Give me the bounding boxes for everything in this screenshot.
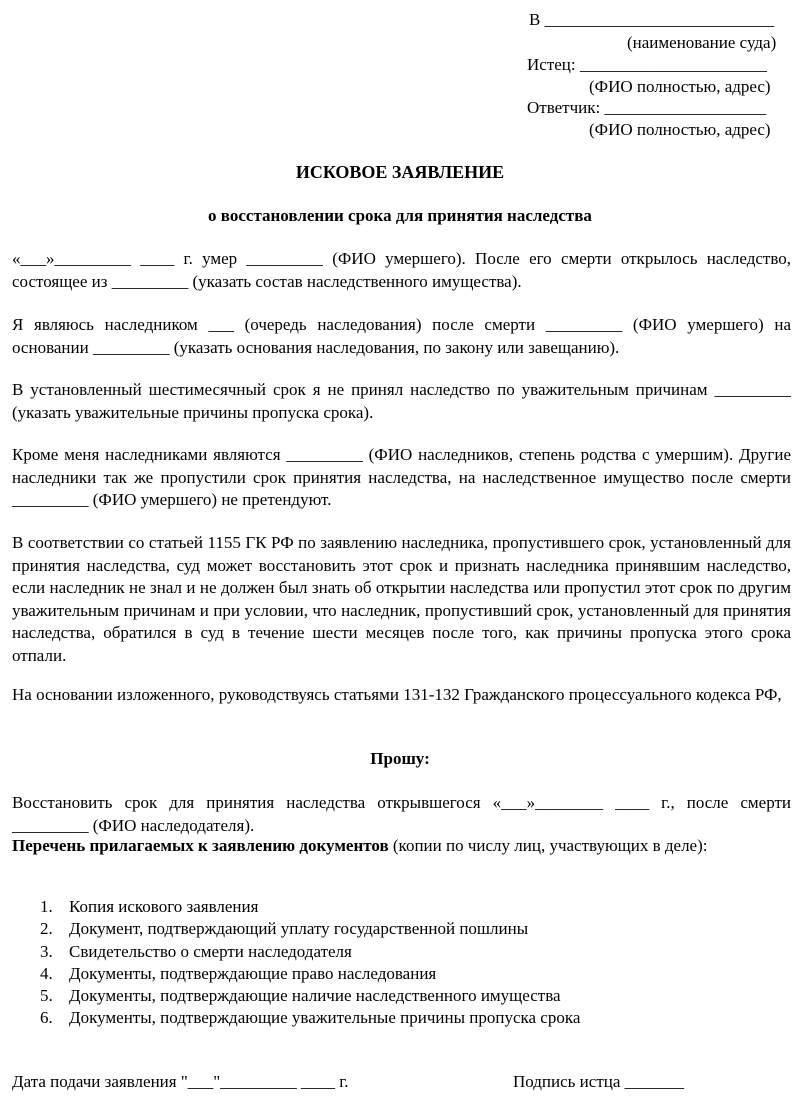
attachments-heading-rest: (копии по числу лиц, участвующих в деле): [388, 836, 708, 855]
list-item-number: 6. [40, 1008, 53, 1028]
list-item-text: Документы, подтверждающие наличие наследственного имущества [69, 986, 561, 1006]
list-item [12, 985, 791, 1007]
paragraph-other-heirs: Кроме меня наследниками являются _________ (ФИО наследников, степень родства с умершим). Другие наследники так же пропустили срок принятия наследства, на наследственное имущество после смерти _________ (ФИО умершего) не претендуют. [12, 445, 791, 509]
defendant-caption: (ФИО полностью, адрес) [589, 120, 771, 139]
list-item-text: Документы, подтверждающие право наследования [69, 963, 437, 983]
plaintiff-caption: (ФИО полностью, адрес) [589, 77, 771, 96]
document-subtitle: о восстановлении срока для принятия наследства [208, 206, 592, 225]
paragraph-legal-basis: В соответствии со статьей 1155 ГК РФ по заявлению наследника, пропустившего срок, установленный для принятия наследства, суд может восстановить этот срок и признать наследника принявшим наследство, если наследник не знал и не должен был знать об открытии наследства или пропустил этот срок по другим уважительным причинам и при условии, что наследник, пропустивший срок, установленный для принятия наследства, обратился в суд в течение шести месяцев после того, как причины пропуска этого срока отпали. [12, 533, 791, 665]
signature-line: Подпись истца _______ [513, 1072, 685, 1091]
list-item [12, 896, 791, 918]
addressee-block [0, 0, 800, 145]
filing-date-line: Дата подачи заявления "___"_________ ____ г. [12, 1072, 349, 1091]
plaintiff-line: Истец: ______________________ [527, 55, 767, 74]
court-caption: (наименование суда) [627, 33, 777, 52]
list-item-text: Документы, подтверждающие уважительные причины пропуска срока [69, 1008, 581, 1028]
attachments-list [12, 896, 791, 1030]
list-item [12, 918, 791, 940]
list-item-number: 5. [40, 986, 53, 1006]
list-item-number: 3. [40, 941, 53, 961]
list-item [12, 963, 791, 985]
list-item-number: 2. [40, 919, 53, 939]
list-item-number: 1. [40, 897, 53, 916]
paragraph-death-and-estate: «___»_________ ____ г. умер _________ (ФИО умершего). После его смерти открылось наследство, состоящее из _________ (указать состав наследственного имущества). [12, 249, 791, 291]
attachments-heading-bold: Перечень прилагаемых к заявлению документов [12, 836, 389, 855]
paragraph-heir-basis: Я являюсь наследником ___ (очередь наследования) после смерти _________ (ФИО умершего) на основании _________ (указать основания наследования, по закону или завещанию). [12, 315, 791, 357]
list-item [12, 941, 791, 963]
list-item-text: Свидетельство о смерти наследодателя [69, 941, 352, 961]
list-item-text: Документ, подтверждающий уплату государственной пошлины [69, 919, 529, 939]
list-item-text: Копия искового заявления [69, 897, 259, 916]
document-title: ИСКОВОЕ ЗАЯВЛЕНИЕ [295, 162, 505, 182]
defendant-line: Ответчик: ___________________ [527, 98, 766, 117]
list-item-number: 4. [40, 963, 53, 983]
request-heading: Прошу: [370, 749, 430, 768]
court-line: В ___________________________ [529, 10, 775, 29]
paragraph-grounds: На основании изложенного, руководствуясь статьями 131-132 Гражданского процессуального кодекса РФ, [12, 685, 782, 704]
list-item [12, 1007, 791, 1029]
request-text: Восстановить срок для принятия наследства открывшегося «___»________ ____ г., после смерти _________ (ФИО наследодателя). [12, 793, 791, 835]
attachments-heading [12, 835, 791, 858]
paragraph-missed-deadline: В установленный шестимесячный срок я не принял наследство по уважительным причинам _________ (указать уважительные причины пропуска срока). [12, 380, 791, 422]
